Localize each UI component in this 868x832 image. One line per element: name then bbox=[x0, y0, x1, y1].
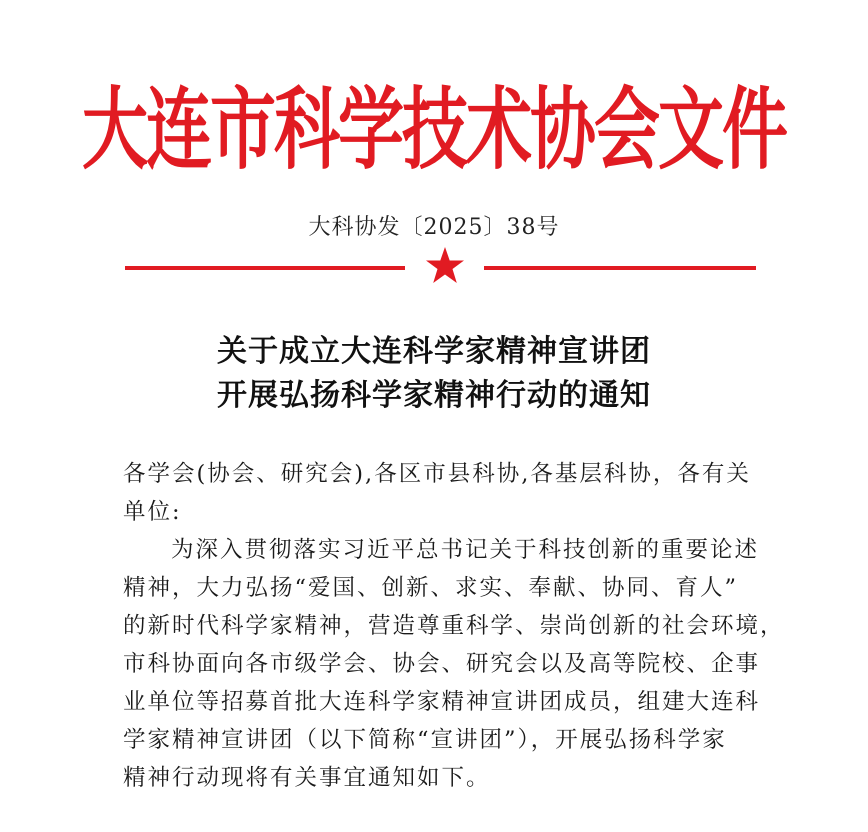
red-divider-right bbox=[484, 266, 756, 270]
body-line: 市科协面向各市级学会、协会、研究会以及高等院校、企事 bbox=[123, 651, 761, 677]
body-line: 精神行动现将有关事宜通知如下。 bbox=[123, 765, 491, 791]
notice-title-line-1: 关于成立大连科学家精神宣讲团 bbox=[217, 334, 651, 369]
document-number: 大科协发〔2025〕38号 bbox=[308, 215, 560, 240]
body-line: 精神，大力弘扬“爱国、创新、求实、奉献、协同、育人” bbox=[123, 575, 739, 601]
red-divider-left bbox=[125, 266, 405, 270]
star-icon bbox=[423, 244, 467, 288]
notice-title bbox=[0, 330, 868, 418]
notice-title-line-2: 开展弘扬科学家精神行动的通知 bbox=[217, 378, 651, 413]
document-header-title: 大连市科学技术协会文件 bbox=[82, 76, 786, 182]
body-line: 业单位等招募首批大连科学家精神宣讲团成员，组建大连科 bbox=[123, 689, 761, 715]
body-line: 单位: bbox=[123, 499, 182, 525]
notice-body bbox=[123, 455, 785, 797]
body-line: 的新时代科学家精神，营造尊重科学、崇尚创新的社会环境， bbox=[123, 613, 785, 639]
body-line: 为深入贯彻落实习近平总书记关于科技创新的重要论述 bbox=[171, 537, 760, 563]
body-line: 各学会(协会、研究会),各区市县科协,各基层科协，各有关 bbox=[123, 461, 751, 487]
body-line: 学家精神宣讲团（以下简称“宣讲团”），开展弘扬科学家 bbox=[123, 727, 727, 753]
